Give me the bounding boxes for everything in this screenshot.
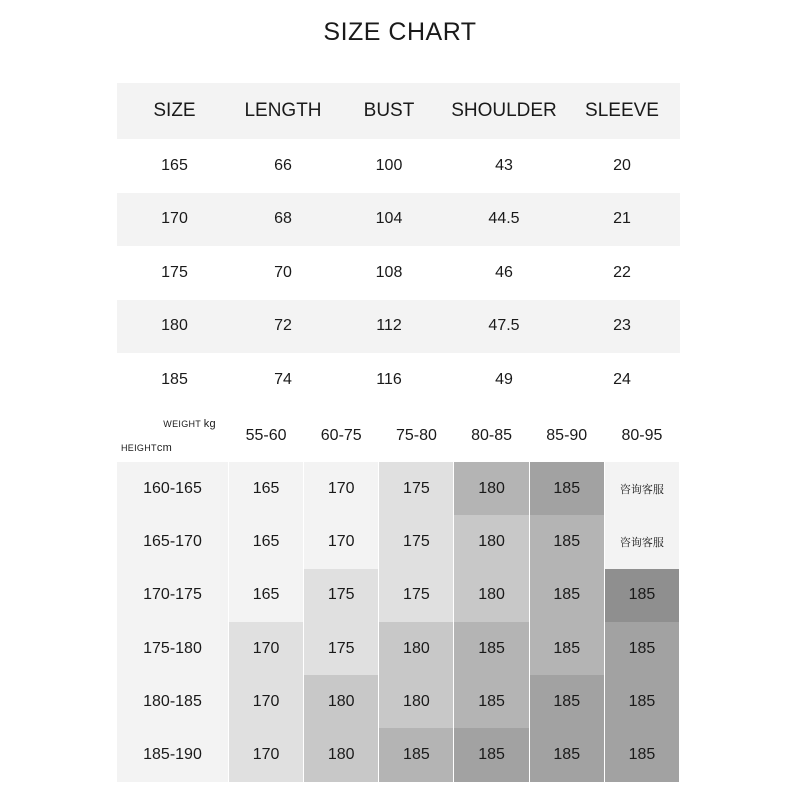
- weight-column-header: 80-85: [454, 410, 529, 462]
- weight-column-header: 60-75: [304, 410, 379, 462]
- header-cell: SIZE: [153, 100, 196, 121]
- size-cell: 170: [229, 675, 304, 728]
- size-cell: 180: [454, 515, 529, 568]
- size-cell: 185: [379, 728, 454, 781]
- table-cell: 21: [613, 210, 631, 228]
- size-cell: 185: [605, 622, 680, 675]
- size-cell: 185: [454, 622, 529, 675]
- table-row: [117, 139, 680, 193]
- table-cell: 112: [376, 317, 402, 335]
- table-cell: 20: [613, 156, 631, 174]
- table-cell: 180: [161, 317, 188, 335]
- size-cell: 咨询客服: [605, 462, 680, 515]
- size-cell: 185: [605, 675, 680, 728]
- height-row-header: 185-190: [117, 728, 229, 781]
- table-row: [117, 193, 680, 247]
- height-weight-table: [117, 410, 680, 782]
- size-cell: 180: [379, 622, 454, 675]
- table-row: [117, 300, 680, 354]
- table-cell: 47.5: [488, 317, 520, 335]
- table-cell: 49: [495, 370, 513, 388]
- table-row: [117, 728, 680, 781]
- table-row: [117, 622, 680, 675]
- size-cell: 180: [379, 675, 454, 728]
- size-cell: 175: [379, 462, 454, 515]
- table-cell: 22: [613, 263, 631, 281]
- size-cell: 180: [454, 462, 529, 515]
- size-cell: 185: [530, 569, 605, 622]
- size-cell: 180: [304, 675, 379, 728]
- size-cell: 185: [605, 728, 680, 781]
- size-cell: 185: [605, 569, 680, 622]
- size-cell: 185: [530, 462, 605, 515]
- table-cell: 46: [495, 263, 513, 281]
- header-cell: SHOULDER: [451, 100, 557, 121]
- header-cell: SLEEVE: [585, 100, 659, 121]
- size-cell: 165: [229, 569, 304, 622]
- table-cell: 23: [613, 317, 631, 335]
- size-cell: 170: [229, 728, 304, 781]
- table-row: [117, 569, 680, 622]
- size-cell: 185: [454, 728, 529, 781]
- size-cell: 180: [454, 569, 529, 622]
- height-row-header: 180-185: [117, 675, 229, 728]
- height-row-header: 165-170: [117, 515, 229, 568]
- weight-axis-label: WEIGHT kg: [163, 418, 216, 430]
- table-cell: 185: [161, 370, 188, 388]
- table-cell: 74: [274, 370, 292, 388]
- weight-column-header: 75-80: [379, 410, 454, 462]
- size-cell: 170: [229, 622, 304, 675]
- table-cell: 116: [376, 370, 402, 388]
- size-cell: 175: [379, 569, 454, 622]
- header-cell: BUST: [363, 100, 415, 121]
- table-cell: 70: [274, 263, 292, 281]
- size-cell: 175: [304, 569, 379, 622]
- size-cell: 170: [304, 515, 379, 568]
- table-header-row: [117, 83, 680, 139]
- size-cell: 185: [530, 675, 605, 728]
- table-cell: 43: [495, 156, 513, 174]
- table-row: [117, 246, 680, 300]
- size-cell: 185: [530, 622, 605, 675]
- height-row-header: 170-175: [117, 569, 229, 622]
- table-cell: 175: [161, 263, 188, 281]
- size-cell: 170: [304, 462, 379, 515]
- size-cell: 185: [530, 728, 605, 781]
- table-cell: 108: [375, 263, 403, 281]
- size-cell: 185: [530, 515, 605, 568]
- table-header-row: [117, 410, 680, 462]
- table-cell: 68: [274, 210, 292, 228]
- table-cell: 100: [375, 156, 403, 174]
- height-row-header: 175-180: [117, 622, 229, 675]
- table-cell: 44.5: [488, 210, 520, 228]
- page-title: SIZE CHART: [323, 18, 477, 46]
- table-row: [117, 353, 680, 407]
- weight-column-header: 55-60: [229, 410, 304, 462]
- size-cell: 175: [304, 622, 379, 675]
- table-row: [117, 675, 680, 728]
- size-cell: 180: [304, 728, 379, 781]
- table-cell: 24: [613, 370, 631, 388]
- table-cell: 72: [274, 317, 292, 335]
- size-cell: 165: [229, 515, 304, 568]
- weight-column-header: 85-90: [530, 410, 605, 462]
- table-cell: 170: [161, 210, 188, 228]
- height-row-header: 160-165: [117, 462, 229, 515]
- header-cell: LENGTH: [244, 100, 322, 121]
- table-row: [117, 462, 680, 515]
- weight-column-header: 80-95: [605, 410, 680, 462]
- size-cell: 165: [229, 462, 304, 515]
- size-cell: 咨询客服: [605, 515, 680, 568]
- table-cell: 165: [161, 156, 188, 174]
- size-measurement-table: [117, 83, 680, 407]
- table-cell: 104: [375, 210, 403, 228]
- table-cell: 66: [274, 156, 292, 174]
- size-cell: 175: [379, 515, 454, 568]
- size-cell: 185: [454, 675, 529, 728]
- height-axis-label: HEIGHTcm: [121, 442, 173, 454]
- corner-cell: [117, 410, 229, 462]
- table-row: [117, 515, 680, 568]
